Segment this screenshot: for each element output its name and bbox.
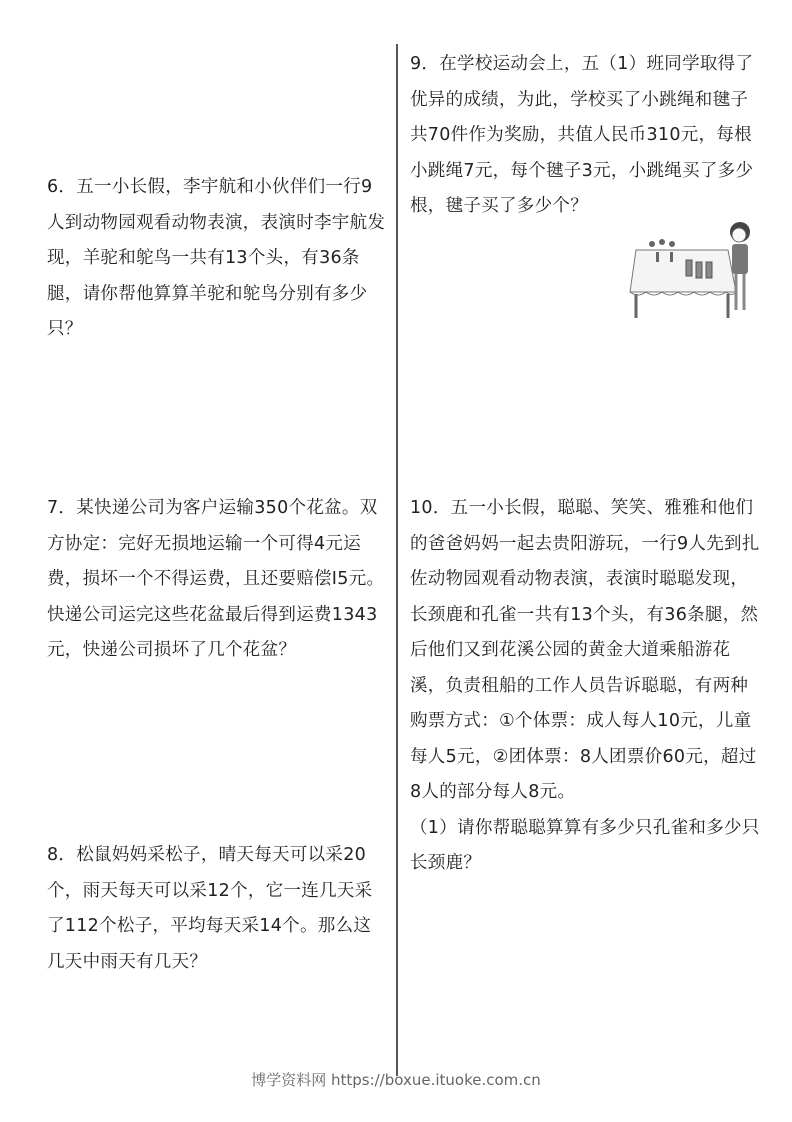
problem-10-text: 10．五一小长假，聪聪、笑笑、雅雅和他们的爸爸妈妈一起去贵阳游玩，一行9人先到扎佐动物园观看动物表演，表演时聪聪发现，长颈鹿和孔雀一共有13个头，有36条腿，然后他们又到花溪公园的黄金大道乘船游花溪，负责租船的工作人员告诉聪聪，有两种购票方式：①个体票：成人每人10元，儿童每人5元，②团体票：8人团票价60元，超过8人的部分每人8元。 [410,498,760,802]
problem-7 [47,491,387,669]
problem-8 [47,838,387,980]
problem-6-text: 6．五一小长假，李宇航和小伙伴们一行9人到动物园观看动物表演，表演时李宇航发现，羊驼和鸵鸟一共有13个头，有36条腿，请你帮他算算羊驼和鸵鸟分别有多少只？ [47,177,386,339]
column-divider [396,44,398,1076]
problem-10 [410,491,760,882]
problem-7-text: 7．某快递公司为客户运输350个花盆。双方协定：完好无损地运输一个可得4元运费，损坏一个不得运费，且还要赔偿I5元。快递公司运完这些花盆最后得到运费1343元，快递公司损坏了几个花盆？ [47,498,385,660]
problem-9 [410,47,760,225]
footer-watermark: 博学资料网 https://boxue.ituoke.com.cn [251,1071,541,1089]
problem-10-subquestion-1: （1）请你帮聪聪算算有多少只孔雀和多少只长颈鹿？ [410,817,760,873]
table-girl-illustration [628,210,758,322]
problem-6 [47,170,387,348]
problem-8-text: 8．松鼠妈妈采松子，晴天每天可以采20个，雨天每天可以采12个，它一连几天采了112个松子，平均每天采14个。那么这几天中雨天有几天？ [47,845,373,972]
problem-9-text: 9．在学校运动会上，五（1）班同学取得了优异的成绩，为此，学校买了小跳绳和毽子共70件作为奖励，共值人民币310元，每根小跳绳7元，每个毽子3元，小跳绳买了多少根，毽子买了多少个？ [410,54,754,216]
